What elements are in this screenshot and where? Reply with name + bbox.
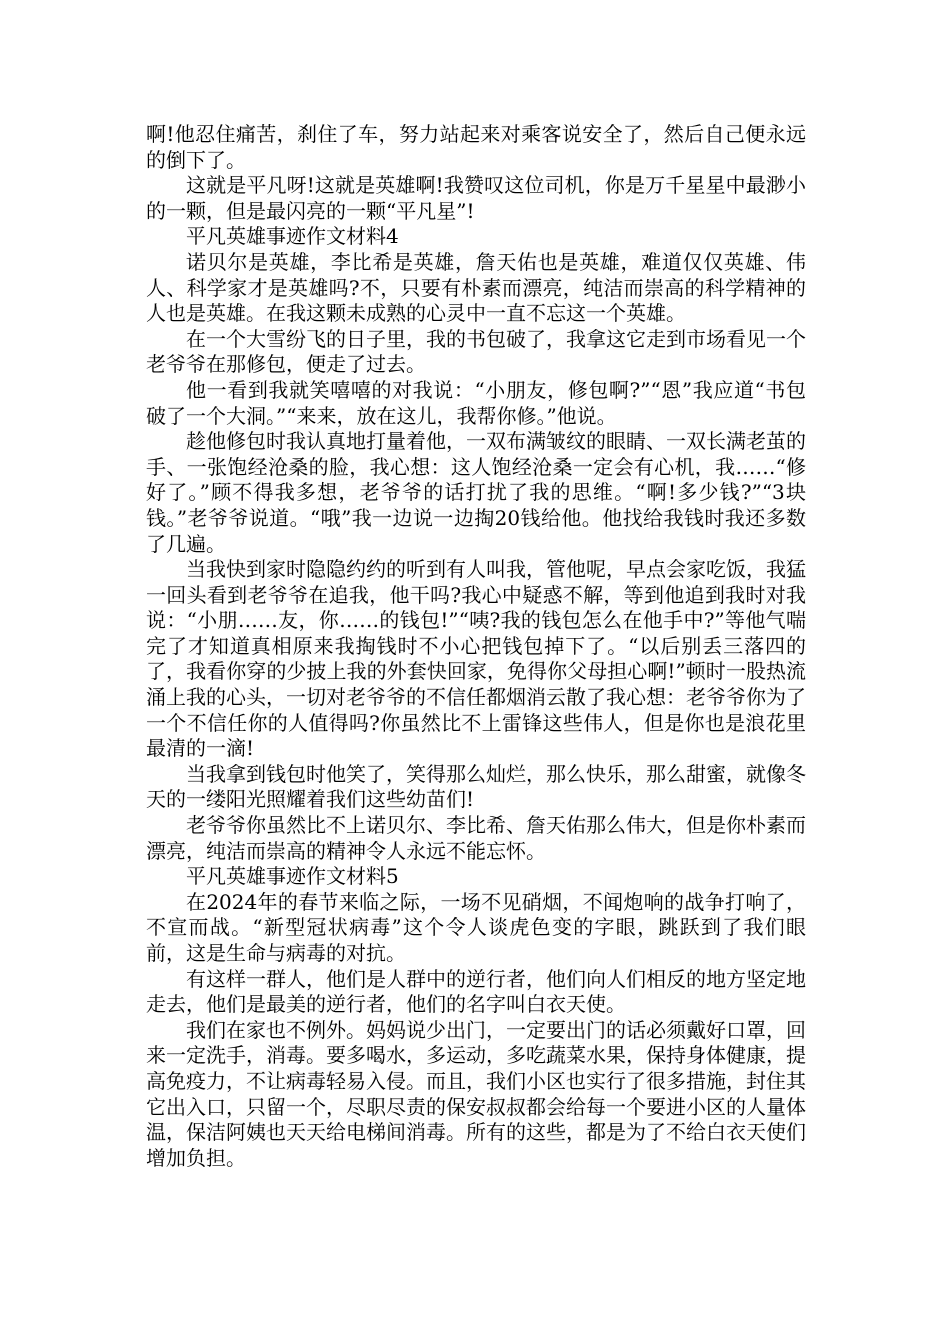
paragraph: 诺贝尔是英雄，李比希是英雄，詹天佑也是英雄，难道仅仅英雄、伟人、科学家才是英雄吗?不，只要有朴素而漂亮，纯洁而崇高的科学精神的人也是英雄。在我这颗未成熟的心灵中一直不忘这一个英雄。 bbox=[146, 249, 806, 326]
paragraph: 趁他修包时我认真地打量着他，一双布满皱纹的眼睛、一双长满老茧的手、一张饱经沧桑的脸，我心想：这人饱经沧桑一定会有心机，我……“修好了。”顾不得我多想，老爷爷的话打扰了我的思维。“啊!多少钱?”“3块钱。”老爷爷说道。“哦”我一边说一边掏20钱给他。他找给我钱时我还多数了几遍。 bbox=[146, 429, 806, 556]
paragraph: 当我快到家时隐隐约约的听到有人叫我，管他呢，早点会家吃饭，我猛一回头看到老爷爷在追我，他干吗?我心中疑惑不解，等到他追到我时对我说：“小朋……友，你……的钱包!”“咦?我的钱包怎么在他手中?”等他气喘完了才知道真相原来我掏钱时不小心把钱包掉下了。“以后别丢三落四的了，我看你穿的少披上我的外套快回家，免得你父母担心啊!”顿时一股热流涌上我的心头，一切对老爷爷的不信任都烟消云散了我心想：老爷爷你为了一个不信任你的人值得吗?你虽然比不上雷锋这些伟人，但是你也是浪花里最清的一滴! bbox=[146, 557, 806, 761]
paragraph: 这就是平凡呀!这就是英雄啊!我赞叹这位司机，你是万千星星中最渺小的一颗，但是最闪亮的一颗“平凡星”! bbox=[146, 173, 806, 223]
section-heading: 平凡英雄事迹作文材料4 bbox=[186, 224, 399, 249]
paragraph: 在2024年的春节来临之际，一场不见硝烟，不闻炮响的战争打响了，不宣而战。“新型冠状病毒”这个令人谈虎色变的字眼，跳跃到了我们眼前，这是生命与病毒的对抗。 bbox=[146, 889, 806, 965]
document-body bbox=[146, 122, 806, 1171]
paragraph: 啊!他忍住痛苦，刹住了车，努力站起来对乘客说安全了，然后自己便永远的倒下了。 bbox=[146, 122, 806, 172]
paragraph: 他一看到我就笑嘻嘻的对我说：“小朋友，修包啊?”“恩”我应道“书包破了一个大洞。”“来来，放在这儿，我帮你修。”他说。 bbox=[146, 377, 806, 428]
paragraph: 当我拿到钱包时他笑了，笑得那么灿烂，那么快乐，那么甜蜜，就像冬天的一缕阳光照耀着我们这些幼苗们! bbox=[146, 761, 806, 812]
paragraph: 老爷爷你虽然比不上诺贝尔、李比希、詹天佑那么伟大，但是你朴素而漂亮，纯洁而崇高的精神令人永远不能忘怀。 bbox=[146, 813, 806, 863]
paragraph: 有这样一群人，他们是人群中的逆行者，他们向人们相反的地方坚定地走去，他们是最美的逆行者，他们的名字叫白衣天使。 bbox=[146, 966, 806, 1017]
section-heading: 平凡英雄事迹作文材料5 bbox=[186, 864, 399, 889]
paragraph: 我们在家也不例外。妈妈说少出门，一定要出门的话必须戴好口罩，回来一定洗手，消毒。要多喝水，多运动，多吃蔬菜水果，保持身体健康，提高免疫力，不让病毒轻易入侵。而且，我们小区也实行了很多措施，封住其它出入口，只留一个，尽职尽责的保安叔叔都会给每一个要进小区的人量体温，保洁阿姨也天天给电梯间消毒。所有的这些，都是为了不给白衣天使们增加负担。 bbox=[146, 1017, 806, 1170]
paragraph: 在一个大雪纷飞的日子里，我的书包破了，我拿这它走到市场看见一个老爷爷在那修包，便走了过去。 bbox=[146, 326, 806, 377]
